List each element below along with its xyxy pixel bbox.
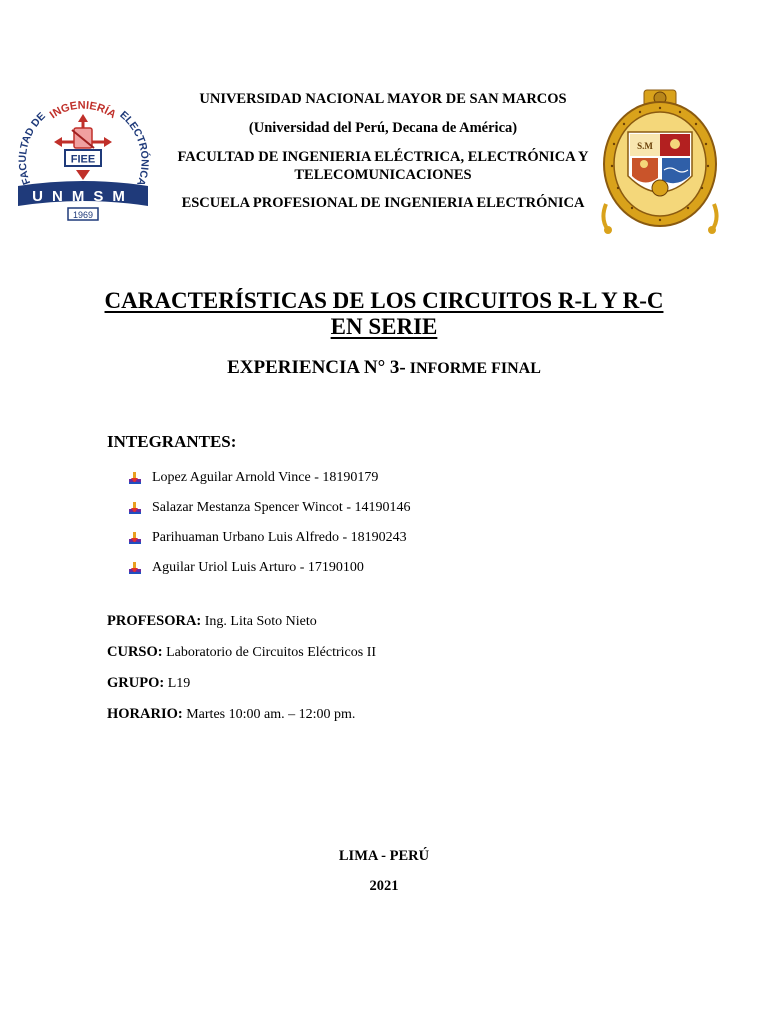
curso-row [107,642,376,673]
member-name: Lopez Aguilar Arnold Vince - 18190179 [152,470,379,485]
arrow-bullet-icon [128,531,142,545]
svg-text:ELECTRÓNICA [117,109,151,188]
school-name: ESCUELA PROFESIONAL DE INGENIERIA ELECTRÓNICA [181,195,585,211]
footer-year: 2021 [369,878,399,894]
report-title-line1: CARACTERÍSTICAS DE LOS CIRCUITOS R-L Y R-C [104,288,664,313]
profesora-label: PROFESORA: [107,613,202,629]
fiee-logo [12,90,154,226]
fiee-box-label: FIEE [70,153,96,166]
experience-number: EXPERIENCIA N° 3- [227,357,406,378]
member-name: Parihuaman Urbano Luis Alfredo - 18190243 [152,530,407,545]
member-name: Salazar Mestanza Spencer Wincot - 14190146 [152,500,411,515]
fiee-arc-top-text: INGENIERÍA [47,99,118,122]
list-item [128,463,410,493]
document-footer [234,848,534,895]
curso-label: CURSO: [107,644,163,660]
profesora-row [107,611,376,642]
list-item [128,493,410,523]
arrow-bullet-icon [128,471,142,485]
footer-city: LIMA - PERÚ [338,848,430,864]
arrow-bullet-icon [128,561,142,575]
horario-row [107,704,376,735]
member-name: Aguilar Uriol Luis Arturo - 17190100 [152,560,364,575]
grupo-value: L19 [164,676,191,691]
fiee-emblem-icon [12,90,154,226]
horario-value: Martes 10:00 am. – 12:00 pm. [182,707,356,722]
university-subtitle: (Universidad del Perú, Decana de América) [248,120,518,136]
arrow-bullet-icon [128,501,142,515]
curso-value: Laboratorio de Circuitos Eléctricos II [162,645,377,660]
institution-header [150,90,616,212]
list-item [128,553,410,583]
svg-text:FACULTAD DE [17,110,48,186]
unmsm-monogram: S.M [637,141,653,151]
unmsm-logo [598,84,722,234]
profesora-value: Ing. Lita Soto Nieto [201,614,317,629]
members-heading: INTEGRANTES: [107,432,237,451]
fiee-year-text: 1969 [72,210,94,220]
list-item [128,523,410,553]
experience-suffix: INFORME FINAL [405,360,541,377]
university-name: UNIVERSIDAD NACIONAL MAYOR DE SAN MARCOS [199,91,567,107]
faculty-name: FACULTAD DE INGENIERIA ELÉCTRICA, ELECTRÓNICA Y TELECOMUNICACIONES [177,149,589,183]
report-title-line2: EN SERIE [330,314,438,339]
fiee-banner-text: UNMSM [32,188,134,205]
course-info [107,611,376,735]
fiee-arrows-icon [54,114,112,148]
report-title [60,288,708,340]
fiee-arc-right-text: ELECTRÓNICA [117,108,151,188]
unmsm-seal-icon [598,84,722,234]
fiee-arc-left-text: FACULTAD DE [16,110,48,187]
grupo-row [107,673,376,704]
experience-subtitle [60,356,708,381]
horario-label: HORARIO: [107,706,183,722]
member-list [128,463,410,583]
grupo-label: GRUPO: [107,675,165,691]
